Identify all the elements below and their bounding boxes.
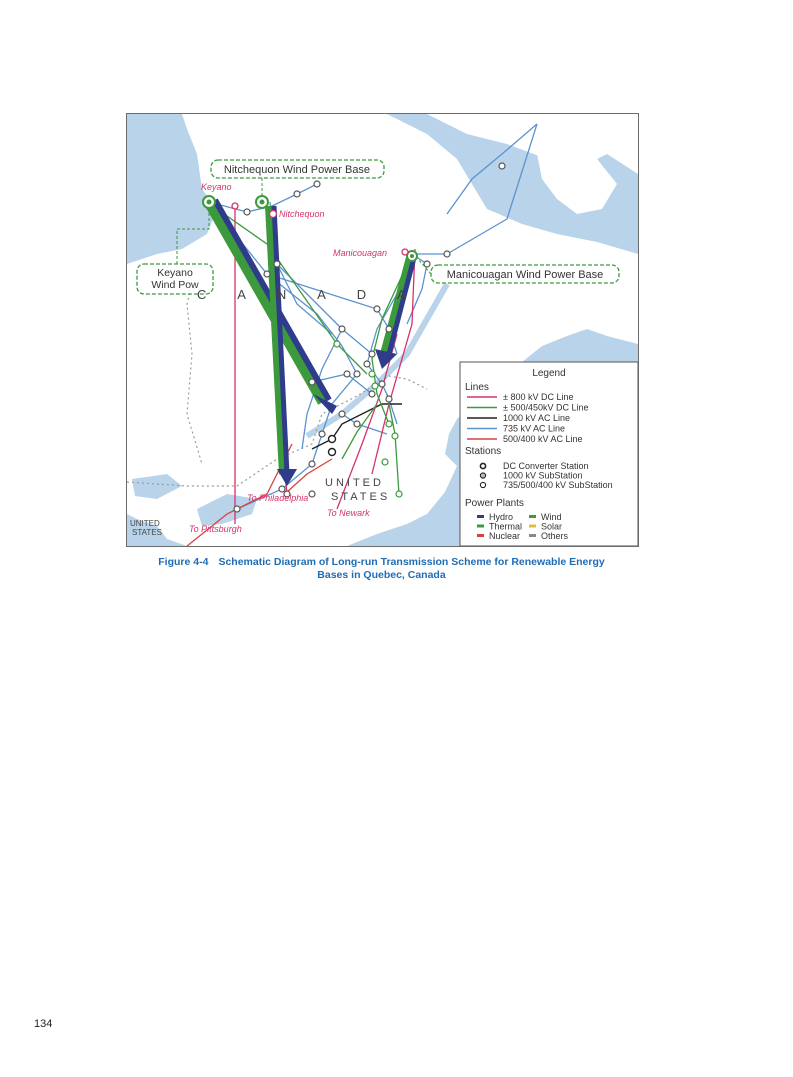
legend <box>460 362 638 546</box>
label-united-states: UNITED <box>325 477 384 489</box>
legend-line-label: 500/400 kV AC Line <box>503 434 583 444</box>
transmission-map <box>126 113 639 547</box>
label-manicouagan: Manicouagan <box>333 248 388 258</box>
thermal-icon <box>477 525 484 528</box>
callout-manicouagan-text: Manicouagan Wind Power Base <box>446 269 604 281</box>
legend-plants-heading: Power Plants <box>465 498 524 509</box>
legend-stations-heading: Stations <box>465 446 502 457</box>
wind-icon <box>529 515 536 518</box>
legend-line-label: 1000 kV AC Line <box>503 413 571 423</box>
svg-text:Wind Pow: Wind Pow <box>151 279 199 291</box>
figure-caption <box>126 556 637 582</box>
legend-plant-label: Solar <box>541 521 563 532</box>
converter-station-icon <box>480 463 485 468</box>
nuclear-icon <box>477 534 484 537</box>
legend-title: Legend <box>532 368 566 379</box>
legend-lines-heading: Lines <box>465 382 489 393</box>
page-number: 134 <box>34 1018 53 1030</box>
legend-plant-label: Hydro <box>489 512 514 522</box>
others-icon <box>529 534 536 537</box>
hydro-icon <box>477 515 484 518</box>
legend-plant-label: Wind <box>541 512 562 522</box>
solar-icon <box>529 525 536 528</box>
label-keyano: Keyano <box>201 182 232 192</box>
label-us-corner: UNITED <box>130 519 160 528</box>
label-to-philadelphia: To Philadelphia <box>247 493 309 503</box>
svg-text:STATES: STATES <box>331 491 391 503</box>
substation-1000-icon <box>480 473 485 478</box>
legend-station-label: DC Converter Station <box>503 461 589 471</box>
legend-line-label: ± 800 kV DC Line <box>503 392 574 402</box>
map-canvas <box>127 114 638 546</box>
label-canada: C A N A D A <box>197 287 420 302</box>
legend-line-label: 735 kV AC Line <box>503 423 566 434</box>
svg-text:Keyano: Keyano <box>157 267 193 279</box>
label-to-newark: To Newark <box>327 508 370 518</box>
label-nitchequon: Nitchequon <box>279 209 325 219</box>
svg-text:STATES: STATES <box>132 528 162 537</box>
substation-735-icon <box>480 482 485 487</box>
callout-nitchequon-text: Nitchequon Wind Power Base <box>223 164 371 176</box>
legend-plant-label: Thermal <box>489 521 523 532</box>
legend-plant-label: Others <box>541 531 569 541</box>
figure-title-line1: Schematic Diagram of Long-run Transmission Scheme for Renewable Energy <box>218 556 605 568</box>
figure-label: Figure 4-4 <box>158 556 209 568</box>
label-to-pittsburgh: To Pittsburgh <box>189 524 242 534</box>
legend-plant-label: Nuclear <box>489 531 521 541</box>
legend-station-label: 1000 kV SubStation <box>503 470 583 481</box>
figure-title-line2: Bases in Quebec, Canada <box>317 569 446 581</box>
legend-station-label: 735/500/400 kV SubStation <box>503 480 613 490</box>
legend-line-label: ± 500/450kV DC Line <box>503 402 589 413</box>
